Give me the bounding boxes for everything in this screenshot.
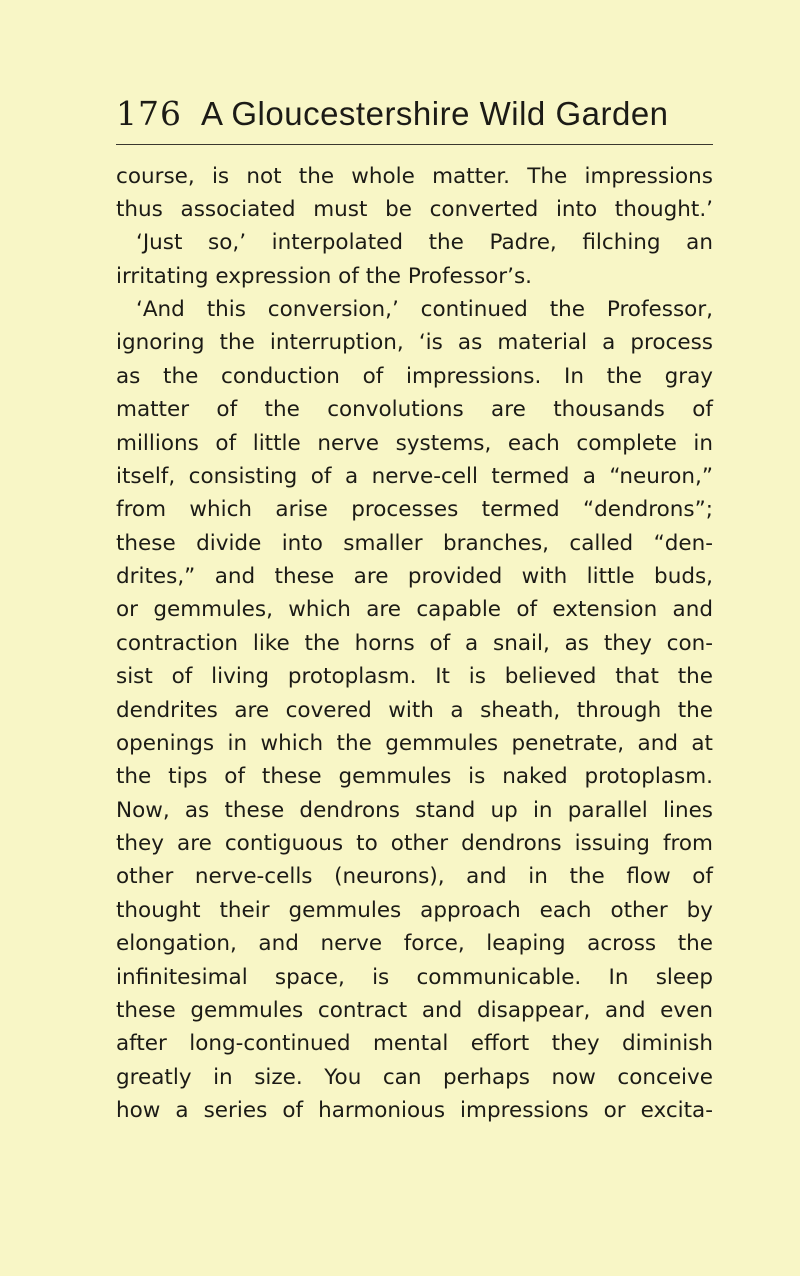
text-line: infinitesimal space, is communicable. In sleep bbox=[116, 965, 713, 990]
text-line: ‘And this conversion,’ continued the Professor, bbox=[136, 297, 713, 322]
text-line: other nerve-cells (neurons), and in the flow of bbox=[116, 864, 713, 889]
text-line: these divide into smaller branches, called “den- bbox=[116, 531, 713, 556]
running-title: A Gloucestershire Wild Garden bbox=[201, 95, 669, 132]
text-line: ignoring the interruption, ‘is as material a process bbox=[116, 330, 713, 355]
text-line: these gemmules contract and disappear, and even bbox=[116, 998, 713, 1023]
text-line: openings in which the gemmules penetrate, and at bbox=[116, 731, 713, 756]
text-line: dendrites are covered with a sheath, through the bbox=[116, 698, 713, 723]
text-line: itself, consisting of a nerve-cell termed a “neuron,” bbox=[116, 464, 713, 489]
text-line: course, is not the whole matter. The impressions bbox=[116, 164, 713, 189]
text-line: thus associated must be converted into thought.’ bbox=[116, 197, 713, 222]
text-line: ‘Just so,’ interpolated the Padre, filching an bbox=[136, 230, 713, 255]
text-line: sist of living protoplasm. It is believed that the bbox=[116, 664, 713, 689]
text-line: thought their gemmules approach each other by bbox=[116, 898, 713, 923]
text-line: contraction like the horns of a snail, as they con- bbox=[116, 631, 713, 656]
text-line: or gemmules, which are capable of extension and bbox=[116, 597, 713, 622]
text-line: millions of little nerve systems, each complete in bbox=[116, 431, 713, 456]
text-line: how a series of harmonious impressions or excita- bbox=[116, 1098, 713, 1123]
text-line: they are contiguous to other dendrons issuing from bbox=[116, 831, 713, 856]
text-line: elongation, and nerve force, leaping across the bbox=[116, 931, 713, 956]
text-line: the tips of these gemmules is naked protoplasm. bbox=[116, 764, 713, 789]
text-line: drites,” and these are provided with little buds, bbox=[116, 564, 713, 589]
text-line: from which arise processes termed “dendrons”; bbox=[116, 497, 713, 522]
text-line: as the conduction of impressions. In the gray bbox=[116, 364, 713, 389]
text-line: irritating expression of the Professor’s. bbox=[116, 264, 533, 289]
text-line: matter of the convolutions are thousands of bbox=[116, 397, 713, 422]
page-number: 176 bbox=[116, 94, 182, 133]
text-line: Now, as these dendrons stand up in parallel lines bbox=[116, 798, 713, 823]
text-line: after long-continued mental effort they diminish bbox=[116, 1031, 713, 1056]
text-line: greatly in size. You can perhaps now conceive bbox=[116, 1065, 713, 1090]
